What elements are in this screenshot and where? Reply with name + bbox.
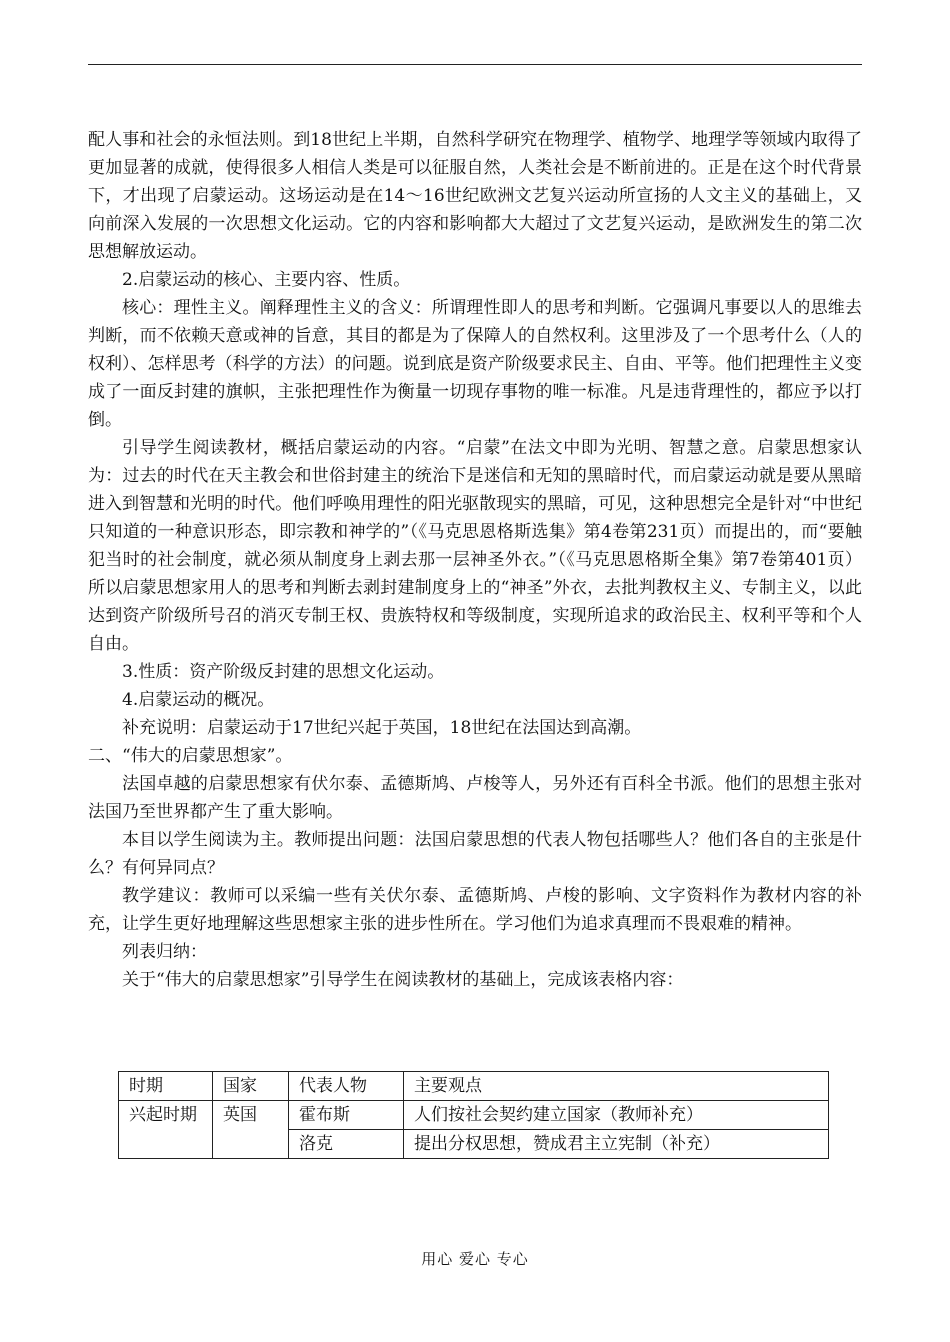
thinkers-table	[118, 1071, 829, 1159]
table-header-cell: 代表人物	[289, 1072, 404, 1101]
paragraph: 列表归纳：	[122, 942, 207, 962]
paragraph: 引导学生阅读教材，概括启蒙运动的内容。“启蒙”在法文中即为光明、智慧之意。启蒙思想家认为：过去的时代在天主教会和世俗封建主的统治下是迷信和无知的黑暗时代，而启蒙运动就是要从黑暗进入到智慧和光明的时代。他们呼唤用理性的阳光驱散现实的黑暗，可见，这种思想完全是针对“中世纪只知道的一种意识形态，即宗教和神学的”（《马克思恩格斯选集》第4卷第231页）而提出的，而“要触犯当时的社会制度，就必须从制度身上剥去那一层神圣外衣。”（《马克思恩格斯全集》第7卷第401页）所以启蒙思想家用人的思考和判断去剥封建制度身上的“神圣”外衣，去批判教权主义、专制主义，以此达到资产阶级所号召的消灭专制王权、贵族特权和等级制度，实现所追求的政治民主、权利平等和个人自由。	[88, 438, 862, 654]
paragraph: 关于“伟大的启蒙思想家”引导学生在阅读教材的基础上，完成该表格内容：	[122, 970, 684, 990]
header-rule	[88, 64, 862, 65]
country-cell: 英国	[213, 1101, 289, 1159]
paragraph: 配人事和社会的永恒法则。到18世纪上半期，自然科学研究在物理学、植物学、地理学等领域内取得了更加显著的成就，使得很多人相信人类是可以征服自然，人类社会是不断前进的。正是在这个时代背景下，才出现了启蒙运动。这场运动是在14～16世纪欧洲文艺复兴运动所宣扬的人文主义的基础上，又向前深入发展的一次思想文化运动。它的内容和影响都大大超过了文艺复兴运动，是欧洲发生的第二次思想解放运动。	[88, 130, 862, 262]
section-heading: 二、“伟大的启蒙思想家”。	[88, 746, 293, 766]
view-cell: 提出分权思想，赞成君主立宪制（补充）	[404, 1130, 829, 1159]
body-text	[88, 126, 862, 994]
paragraph: 3.性质：资产阶级反封建的思想文化运动。	[122, 662, 445, 682]
table-header-cell: 时期	[119, 1072, 213, 1101]
paragraph: 本目以学生阅读为主。教师提出问题：法国启蒙思想的代表人物包括哪些人？他们各自的主张是什么？有何异同点？	[88, 830, 862, 878]
person-cell: 洛克	[289, 1130, 404, 1159]
page-footer: 用心 爱心 专心	[421, 1250, 529, 1268]
period-cell: 兴起时期	[119, 1101, 213, 1159]
table-header-row	[119, 1072, 829, 1101]
paragraph: 2.启蒙运动的核心、主要内容、性质。	[122, 270, 411, 290]
paragraph: 4.启蒙运动的概况。	[122, 690, 275, 710]
person-cell: 霍布斯	[289, 1101, 404, 1130]
table-row	[119, 1101, 829, 1130]
table-header-cell: 国家	[213, 1072, 289, 1101]
view-cell: 人们按社会契约建立国家（教师补充）	[404, 1101, 829, 1130]
table-header-cell: 主要观点	[404, 1072, 829, 1101]
paragraph: 核心：理性主义。阐释理性主义的含义：所谓理性即人的思考和判断。它强调凡事要以人的思维去判断，而不依赖天意或神的旨意，其目的都是为了保障人的自然权利。这里涉及了一个思考什么（人的权利）、怎样思考（科学的方法）的问题。说到底是资产阶级要求民主、自由、平等。他们把理性主义变成了一面反封建的旗帜，主张把理性作为衡量一切现存事物的唯一标准。凡是违背理性的，都应予以打倒。	[88, 298, 862, 430]
paragraph: 教学建议：教师可以采编一些有关伏尔泰、孟德斯鸠、卢梭的影响、文字资料作为教材内容的补充，让学生更好地理解这些思想家主张的进步性所在。学习他们为追求真理而不畏艰难的精神。	[88, 886, 862, 934]
paragraph: 法国卓越的启蒙思想家有伏尔泰、孟德斯鸠、卢梭等人，另外还有百科全书派。他们的思想主张对法国乃至世界都产生了重大影响。	[88, 774, 862, 822]
paragraph: 补充说明：启蒙运动于17世纪兴起于英国，18世纪在法国达到高潮。	[122, 718, 642, 738]
